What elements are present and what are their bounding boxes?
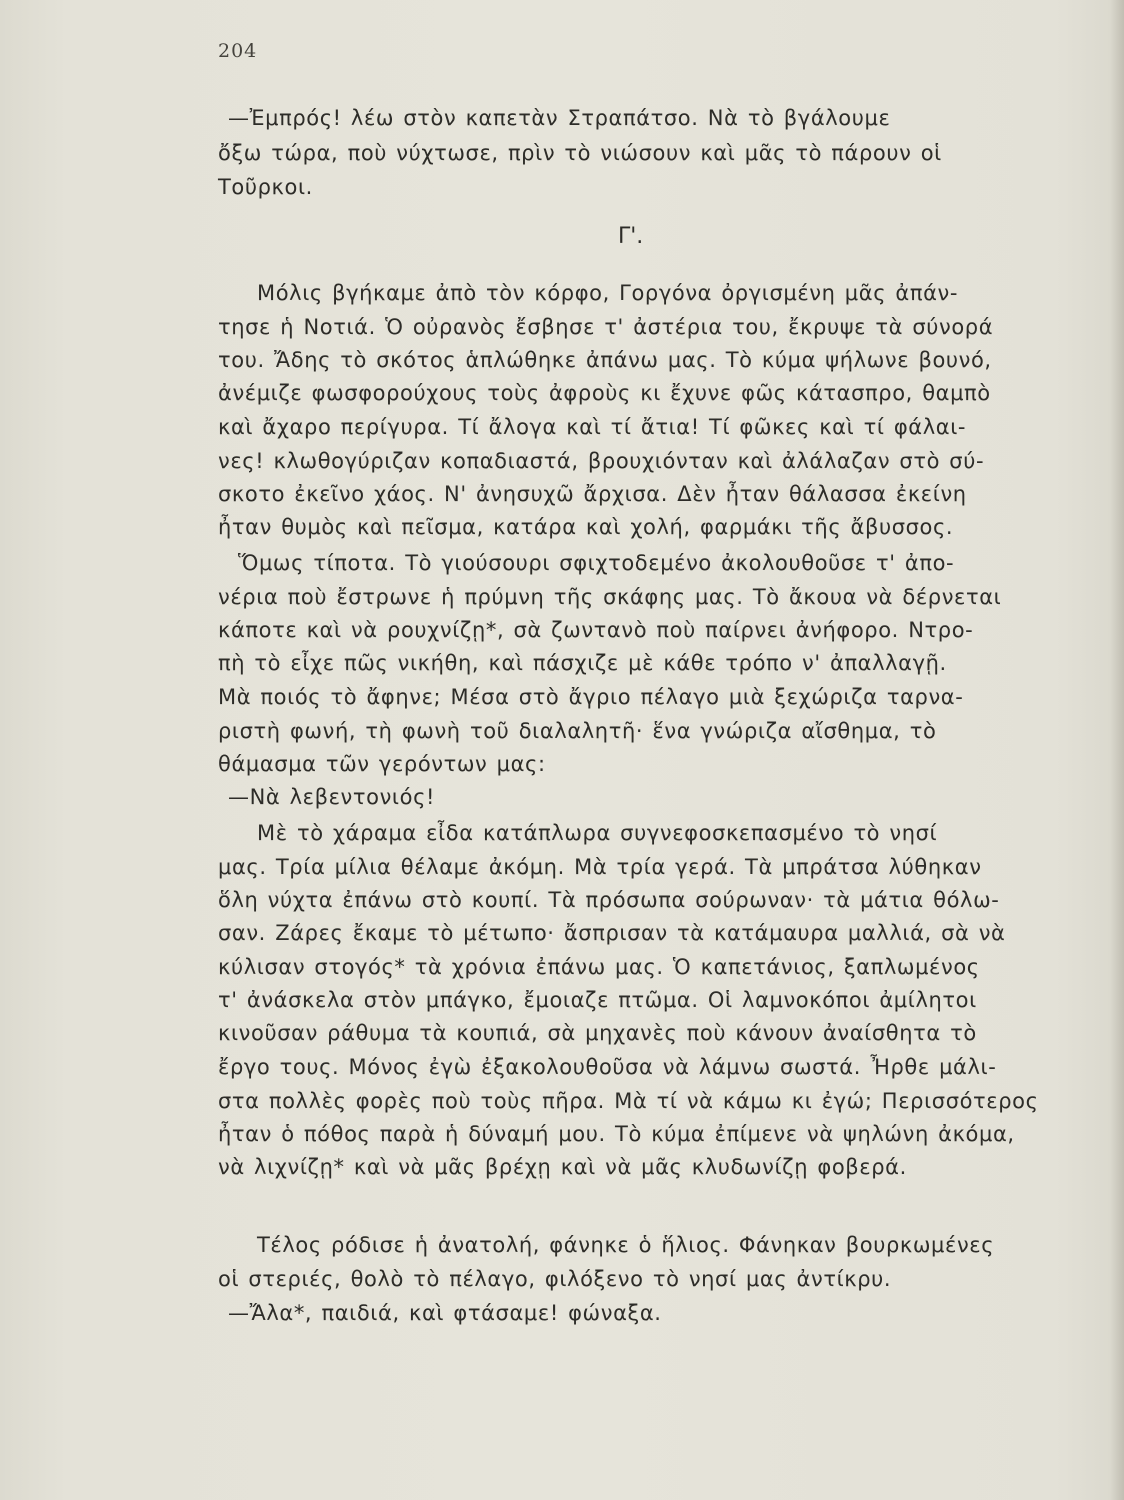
text-line: Μὲ τὸ χάραμα εἶδα κατάπλωρα συγνεφοσκεπασμένο τὸ νησί <box>257 821 938 845</box>
text-line: Μὰ ποιός τὸ ἄφηνε; Μέσα στὸ ἄγριο πέλαγο μιὰ ξεχώριζα ταρνα- <box>218 685 964 709</box>
spine-shadow <box>1110 0 1124 1500</box>
text-line: —Ἐμπρός! λέω στὸν καπετὰν Στραπάτσο. Νὰ τὸ βγάλουμε <box>228 106 891 130</box>
text-line: σαν. Ζάρες ἔκαμε τὸ μέτωπο· ἄσπρισαν τὰ κατάμαυρα μαλλιά, σὰ νὰ <box>218 921 1006 945</box>
text-line: ἦταν θυμὸς καὶ πεῖσμα, κατάρα καὶ χολή, φαρμάκι τῆς ἄβυσσος. <box>218 515 954 539</box>
text-line: κάποτε καὶ νὰ ρουχνίζῃ*, σὰ ζωντανὸ ποὺ παίρνει ἀνήφορο. Ντρο- <box>218 618 974 642</box>
text-line: οἱ στεριές, θολὸ τὸ πέλαγο, φιλόξενο τὸ νησί μας ἀντίκρυ. <box>218 1267 892 1291</box>
text-line: κύλισαν στογός* τὰ χρόνια ἐπάνω μας. Ὁ καπετάνιος, ξαπλωμένος <box>218 955 980 979</box>
text-line: νέρια ποὺ ἔστρωνε ἡ πρύμνη τῆς σκάφης μας. Τὸ ἄκουα νὰ δέρνεται <box>218 585 1002 609</box>
text-line: σκοτο ἐκεῖνο χάος. Ν' ἀνησυχῶ ἄρχισα. Δὲν ἦταν θάλασσα ἐκείνη <box>218 482 967 506</box>
text-line: ἀνέμιζε φωσφορούχους τοὺς ἀφροὺς κι ἔχυνε φῶς κάτασπρο, θαμπὸ <box>218 381 991 405</box>
text-line: Τοῦρκοι. <box>218 175 313 199</box>
text-line: νες! κλωθογύριζαν κοπαδιαστά, βρουχιόνταν καὶ ἀλάλαζαν στὸ σύ- <box>218 449 985 473</box>
text-line: ἦταν ὁ πόθος παρὰ ἡ δύναμή μου. Τὸ κύμα ἐπίμενε νὰ ψηλώνη ἀκόμα, <box>218 1122 1015 1146</box>
text-line: στα πολλὲς φορὲς ποὺ τοὺς πῆρα. Μὰ τί νὰ κάμω κι ἐγώ; Περισσότερος <box>218 1089 1039 1113</box>
text-line: μας. Τρία μίλια θέλαμε ἀκόμη. Μὰ τρία γερά. Τὰ μπράτσα λύθηκαν <box>218 855 982 879</box>
text-line: νὰ λιχνίζῃ* καὶ νὰ μᾶς βρέχῃ καὶ νὰ μᾶς κλυδωνίζῃ φοβερά. <box>218 1155 907 1179</box>
page-number: 204 <box>218 40 258 62</box>
section-heading: Γ'. <box>618 224 644 249</box>
text-line: Τέλος ρόδισε ἡ ἀνατολή, φάνηκε ὁ ἥλιος. Φάνηκαν βουρκωμένες <box>257 1233 995 1257</box>
text-line: ἔργο τους. Μόνος ἐγὼ ἐξακολουθοῦσα νὰ λάμνω σωστά. Ἦρθε μάλι- <box>218 1055 997 1079</box>
text-line: ριστὴ φωνή, τὴ φωνὴ τοῦ διαλαλητῆ· ἕνα γνώριζα αἴσθημα, τὸ <box>218 719 937 743</box>
text-line: —Ἄλα*, παιδιά, καὶ φτάσαμε! φώναξα. <box>228 1301 662 1325</box>
text-line: τ' ἀνάσκελα στὸν μπάγκο, ἔμοιαζε πτῶμα. Οἱ λαμνοκόποι ἀμίλητοι <box>218 988 977 1012</box>
text-line: κινοῦσαν ράθυμα τὰ κουπιά, σὰ μηχανὲς ποὺ κάνουν ἀναίσθητα τὸ <box>218 1021 977 1045</box>
text-line: καὶ ἄχαρο περίγυρα. Τί ἄλογα καὶ τί ἄτια! Τί φῶκες καὶ τί φάλαι- <box>218 415 967 439</box>
text-line: ὄξω τώρα, ποὺ νύχτωσε, πρὶν τὸ νιώσουν καὶ μᾶς τὸ πάρουν οἱ <box>218 141 942 165</box>
text-line: ὅλη νύχτα ἐπάνω στὸ κουπί. Τὰ πρόσωπα σούρωναν· τὰ μάτια θόλω- <box>218 888 1000 912</box>
text-line: Μόλις βγήκαμε ἀπὸ τὸν κόρφο, Γοργόνα ὀργισμένη μᾶς ἀπάν- <box>257 281 959 305</box>
text-line: πὴ τὸ εἶχε πῶς νικήθη, καὶ πάσχιζε μὲ κάθε τρόπο ν' ἀπαλλαγῇ. <box>218 651 947 675</box>
text-line: τησε ἡ Νοτιά. Ὁ οὐρανὸς ἔσβησε τ' ἀστέρια του, ἔκρυψε τὰ σύνορά <box>218 315 994 339</box>
text-line: Ὅμως τίποτα. Τὸ γιούσουρι σφιχτοδεμένο ἀκολουθοῦσε τ' ἀπο- <box>238 551 955 575</box>
text-line: —Νὰ λεβεντονιός! <box>228 785 436 809</box>
text-line: του. Ἄδης τὸ σκότος ἁπλώθηκε ἀπάνω μας. Τὸ κύμα ψήλωνε βουνό, <box>218 348 992 372</box>
text-line: θάμασμα τῶν γερόντων μας: <box>218 752 546 776</box>
